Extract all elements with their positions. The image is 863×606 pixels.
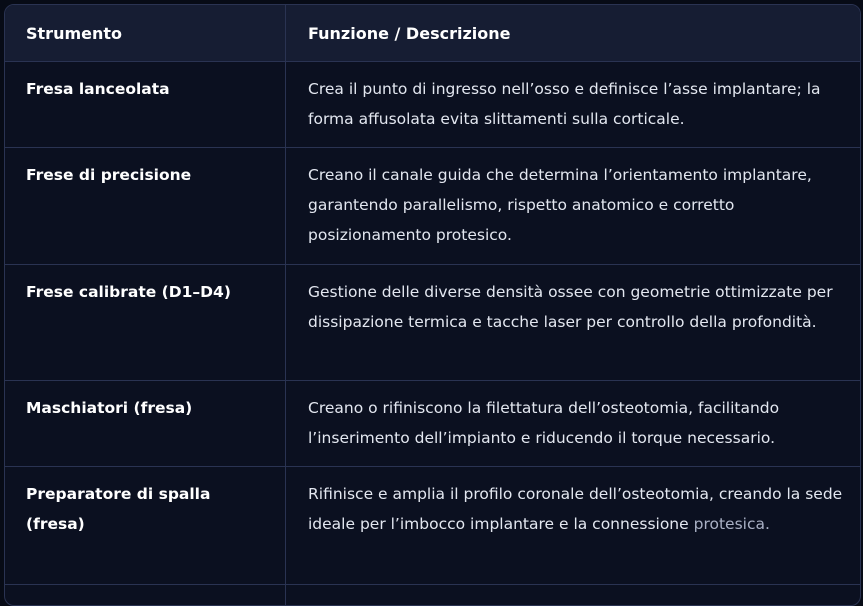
- tool-description: Creano o rifiniscono la filettatura dell’osteotomia, facilitando l’inserimento dell’impianto e riducendo il torque necessario.: [308, 399, 780, 447]
- table-row: [5, 265, 860, 381]
- header-tool: Strumento: [5, 5, 286, 61]
- tool-description-empty: [286, 585, 860, 606]
- tool-name: Frese di precisione: [5, 148, 286, 264]
- tool-description: [286, 467, 860, 584]
- table-row: [5, 148, 860, 265]
- tool-description: Creano il canale guida che determina l’orientamento implantare, garantendo parallelismo, rispetto anatomico e corretto posizionamento protesico.: [308, 166, 812, 244]
- tool-name-empty: [5, 585, 286, 606]
- table-row: [5, 62, 860, 148]
- tool-name: Preparatore di spalla (fresa): [5, 467, 286, 584]
- tool-name: Fresa lanceolata: [5, 62, 286, 147]
- table-row: [5, 467, 860, 585]
- tool-description-faded: protesica.: [693, 515, 770, 533]
- tool-name: Maschiatori (fresa): [5, 381, 286, 466]
- tool-description: Gestione delle diverse densità ossee con geometrie ottimizzate per dissipazione termica e tacche laser per controllo della profondità.: [308, 283, 833, 331]
- table-row: [5, 381, 860, 467]
- tool-description-main: Rifinisce e amplia il profilo coronale dell’osteotomia, creando la sede ideale per l’imbocco implantare e la connessione: [308, 485, 843, 533]
- table-row-partial: [5, 585, 860, 606]
- instruments-table: [4, 4, 861, 606]
- tool-description: Crea il punto di ingresso nell’osso e definisce l’asse implantare; la forma affusolata evita slittamenti sulla corticale.: [308, 80, 821, 128]
- table-header: [5, 5, 860, 62]
- header-description: Funzione / Descrizione: [308, 23, 511, 43]
- tool-name: Frese calibrate (D1–D4): [5, 265, 286, 380]
